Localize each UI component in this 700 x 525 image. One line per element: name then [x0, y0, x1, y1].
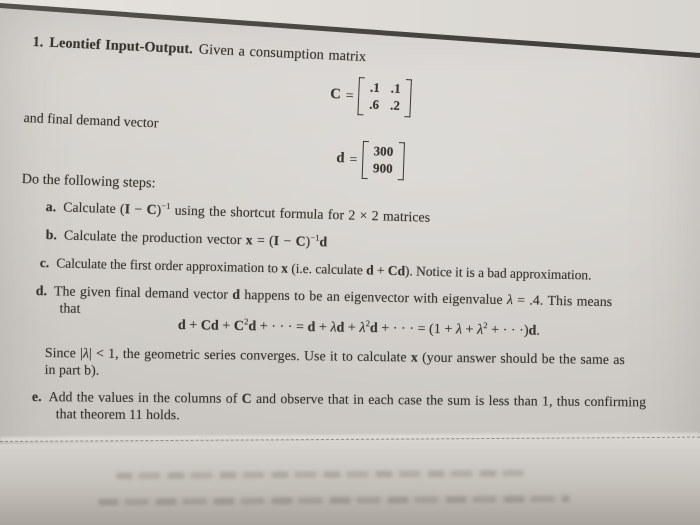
matrix-c-cells [364, 77, 406, 116]
matrix-cell: 300 [373, 143, 394, 159]
matrix-cell: .1 [369, 79, 381, 96]
vector-d [362, 141, 405, 180]
problem-title-rest: Given a consumption matrix [198, 41, 367, 66]
matrix-right-bracket [405, 79, 413, 117]
vector-d-equation [336, 140, 405, 180]
step-item-a [46, 199, 431, 226]
step-item-c [40, 255, 592, 284]
matrix-right-bracket [397, 142, 404, 180]
item-text: Calculate the first order approximation to x (i.e. calculate d + Cd). Notice it is a bad approximation. [56, 255, 592, 283]
matrix-c [358, 77, 412, 117]
item-line-continuation: that [59, 300, 81, 316]
item-label: a. [45, 199, 57, 215]
matrix-c-symbol: C [329, 86, 342, 103]
demand-intro: and final demand vector [23, 110, 159, 131]
paragraph-line-continuation: in part b). [44, 361, 100, 378]
matrix-cell: .6 [368, 96, 380, 112]
item-text: Calculate $(I - C)^{-1}$ using the shortcut formula for 2 × 2 matrices [63, 199, 431, 225]
equals-sign: = [349, 151, 358, 167]
item-text: The given final demand vector d happens to be an eigenvector with eigenvalue λ = .4. This means [53, 283, 613, 310]
since-paragraph [45, 345, 625, 385]
item-text: Calculate the production vector $x = (I - C)^{-1}d$ [63, 227, 328, 250]
vector-d-cells [368, 141, 399, 180]
matrix-cell: 900 [372, 160, 393, 176]
step-item-e [32, 389, 646, 427]
item-label: d. [35, 283, 48, 299]
item-line-continuation: that theorem 11 holds. [55, 406, 180, 423]
equals-sign: = [345, 87, 354, 103]
item-text: Add the values in the columns of C and observe that in each case the sum is less than 1, thus confirming [48, 389, 647, 410]
paragraph-line: Since |λ| < 1, the geometric series converges. Use it to calculate x (your answer should be the same as [44, 345, 625, 368]
series-equation: $d + Cd + C^2d$ + · · · = $d + \lambda d + \lambda^2d$ + · · · = ($1 + \lambda + \lambda^2$ + · · ·)d. [177, 316, 541, 339]
steps-intro: Do the following steps: [21, 171, 156, 192]
problem-title-bold: Leontief Input-Output. [49, 34, 194, 58]
matrix-cell: .2 [389, 97, 401, 113]
problem-title [32, 34, 366, 66]
item-label: c. [39, 255, 50, 271]
item-label: b. [45, 227, 58, 243]
step-item-b [46, 227, 328, 250]
problem-number: 1. [32, 34, 44, 51]
item-label: e. [31, 389, 42, 405]
vector-d-symbol: d [336, 150, 345, 167]
matrix-c-equation [329, 76, 412, 117]
matrix-cell: .1 [390, 80, 402, 96]
